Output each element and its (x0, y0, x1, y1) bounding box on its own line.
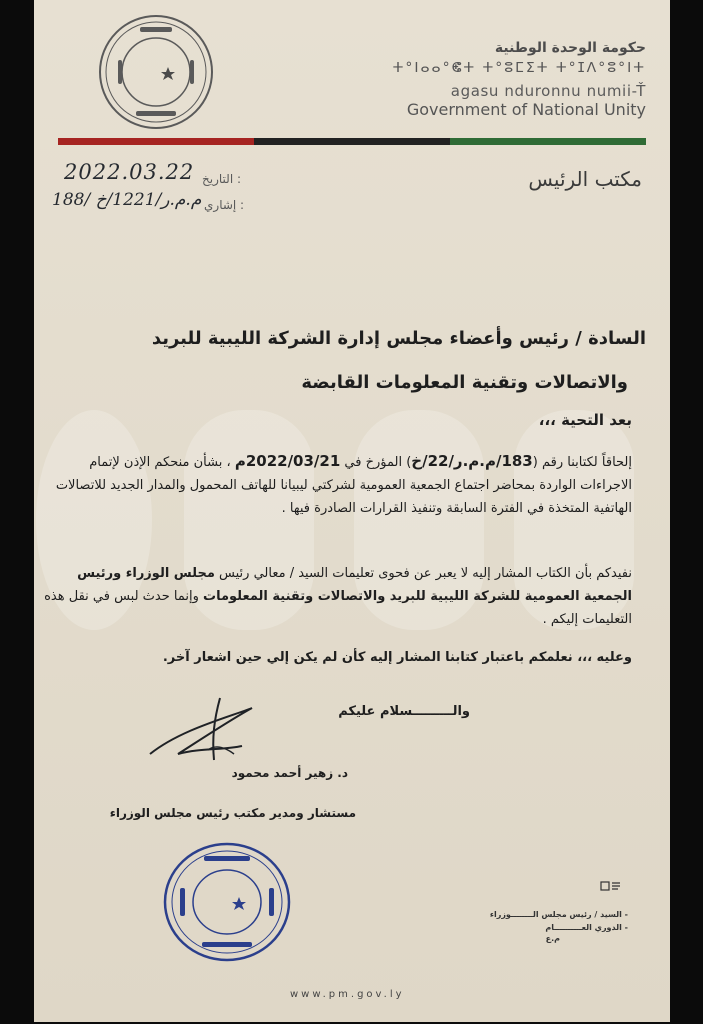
website-footer: www.pm.gov.ly (290, 989, 405, 1000)
paragraph-2 (42, 562, 632, 631)
addressee-line-2: والاتصالات وتقنية المعلومات القابضة (301, 372, 628, 393)
office-stamp-icon (162, 840, 292, 964)
gov-name-english: Government of National Unity (406, 100, 646, 119)
p2-start: نفيدكم بأن الكتاب المشار إليه لا يعبر عن فحوى تعليمات السيد / معالي رئيس (219, 566, 632, 581)
gov-name-berber: agasu nduronnu numii-Ť (450, 82, 646, 100)
reference-label: إشاري : (204, 198, 245, 212)
date-value: 2022.03.22 (64, 160, 195, 184)
reference-value: 188/ م.م.ر/1221/خ (52, 190, 202, 210)
date-label: التاريخ : (202, 172, 242, 186)
handwritten-signature (130, 690, 270, 770)
letter-paper (34, 0, 670, 1022)
p1-mid: ) المؤرخ في (340, 455, 412, 470)
flag-black-stripe (254, 138, 450, 145)
p1-rest: ، بشأن منحكم الإذن لإتمام الاجراءات الواردة بمحاضر اجتماع الجمعية العمومية لشركتي ليبيانا للهاتف المحمول والمدار الجديد للاتصالات الهاتفية المتخذة في الفترة السابقة وتنفيذ القرارات الصادرة فيها . (55, 455, 632, 516)
closing-salutation: والـــــــــسلام عليكم (338, 704, 470, 719)
flag-green-stripe (450, 138, 646, 145)
greeting: بعد التحية ،،، (538, 411, 632, 429)
cc-marker-icon (600, 880, 622, 892)
paragraph-1 (42, 450, 632, 520)
government-seal-icon (96, 12, 216, 132)
p2-end: وإنما حدث لبس في نقل هذه التعليمات إليكم . (44, 589, 632, 627)
p2-bold: مجلس الوزراء ورئيس الجمعية العمومية للشركة الليبية للبريد والاتصالات وتقنية المعلومات (77, 566, 632, 604)
signer-title: مستشار ومدير مكتب رئيس مجلس الوزراء (109, 806, 356, 820)
addressee-line-1: السادة / رئيس وأعضاء مجلس إدارة الشركة الليبية للبريد (151, 328, 646, 349)
paragraph-3: وعليه ،،، نعلمكم باعتبار كتابنا المشار إليه كأن لم يكن إلي حين اشعار آخر. (162, 650, 632, 665)
gov-name-arabic: حكومة الوحدة الوطنية (494, 40, 646, 56)
p1-start: إلحاقاً لكتابنا رقم ( (532, 455, 632, 470)
p1-date: 2022/03/21م (234, 452, 341, 470)
gov-name-tifinagh: ⵜ°ⵏⴰⴰ°ⵞⵜ ⵜ°ⵓⵎⵉⵜ ⵜ°ⵊⴷ°ⵓ°ⵏⵜ (392, 60, 646, 76)
p1-reference: 183/م.م.ر/22/خ (411, 452, 533, 470)
cc-line-2: - الدوري العــــــــــام (545, 923, 628, 932)
flag-color-bar (58, 138, 646, 145)
cc-line-1: - السيد / رئيس مجلس الــــــــوزراء (489, 910, 628, 919)
flag-red-stripe (58, 138, 254, 145)
office-title: مكتب الرئيس (528, 167, 642, 191)
signer-name: د. زهير أحمد محمود (231, 766, 348, 780)
cc-line-3: م.ع (545, 934, 560, 943)
